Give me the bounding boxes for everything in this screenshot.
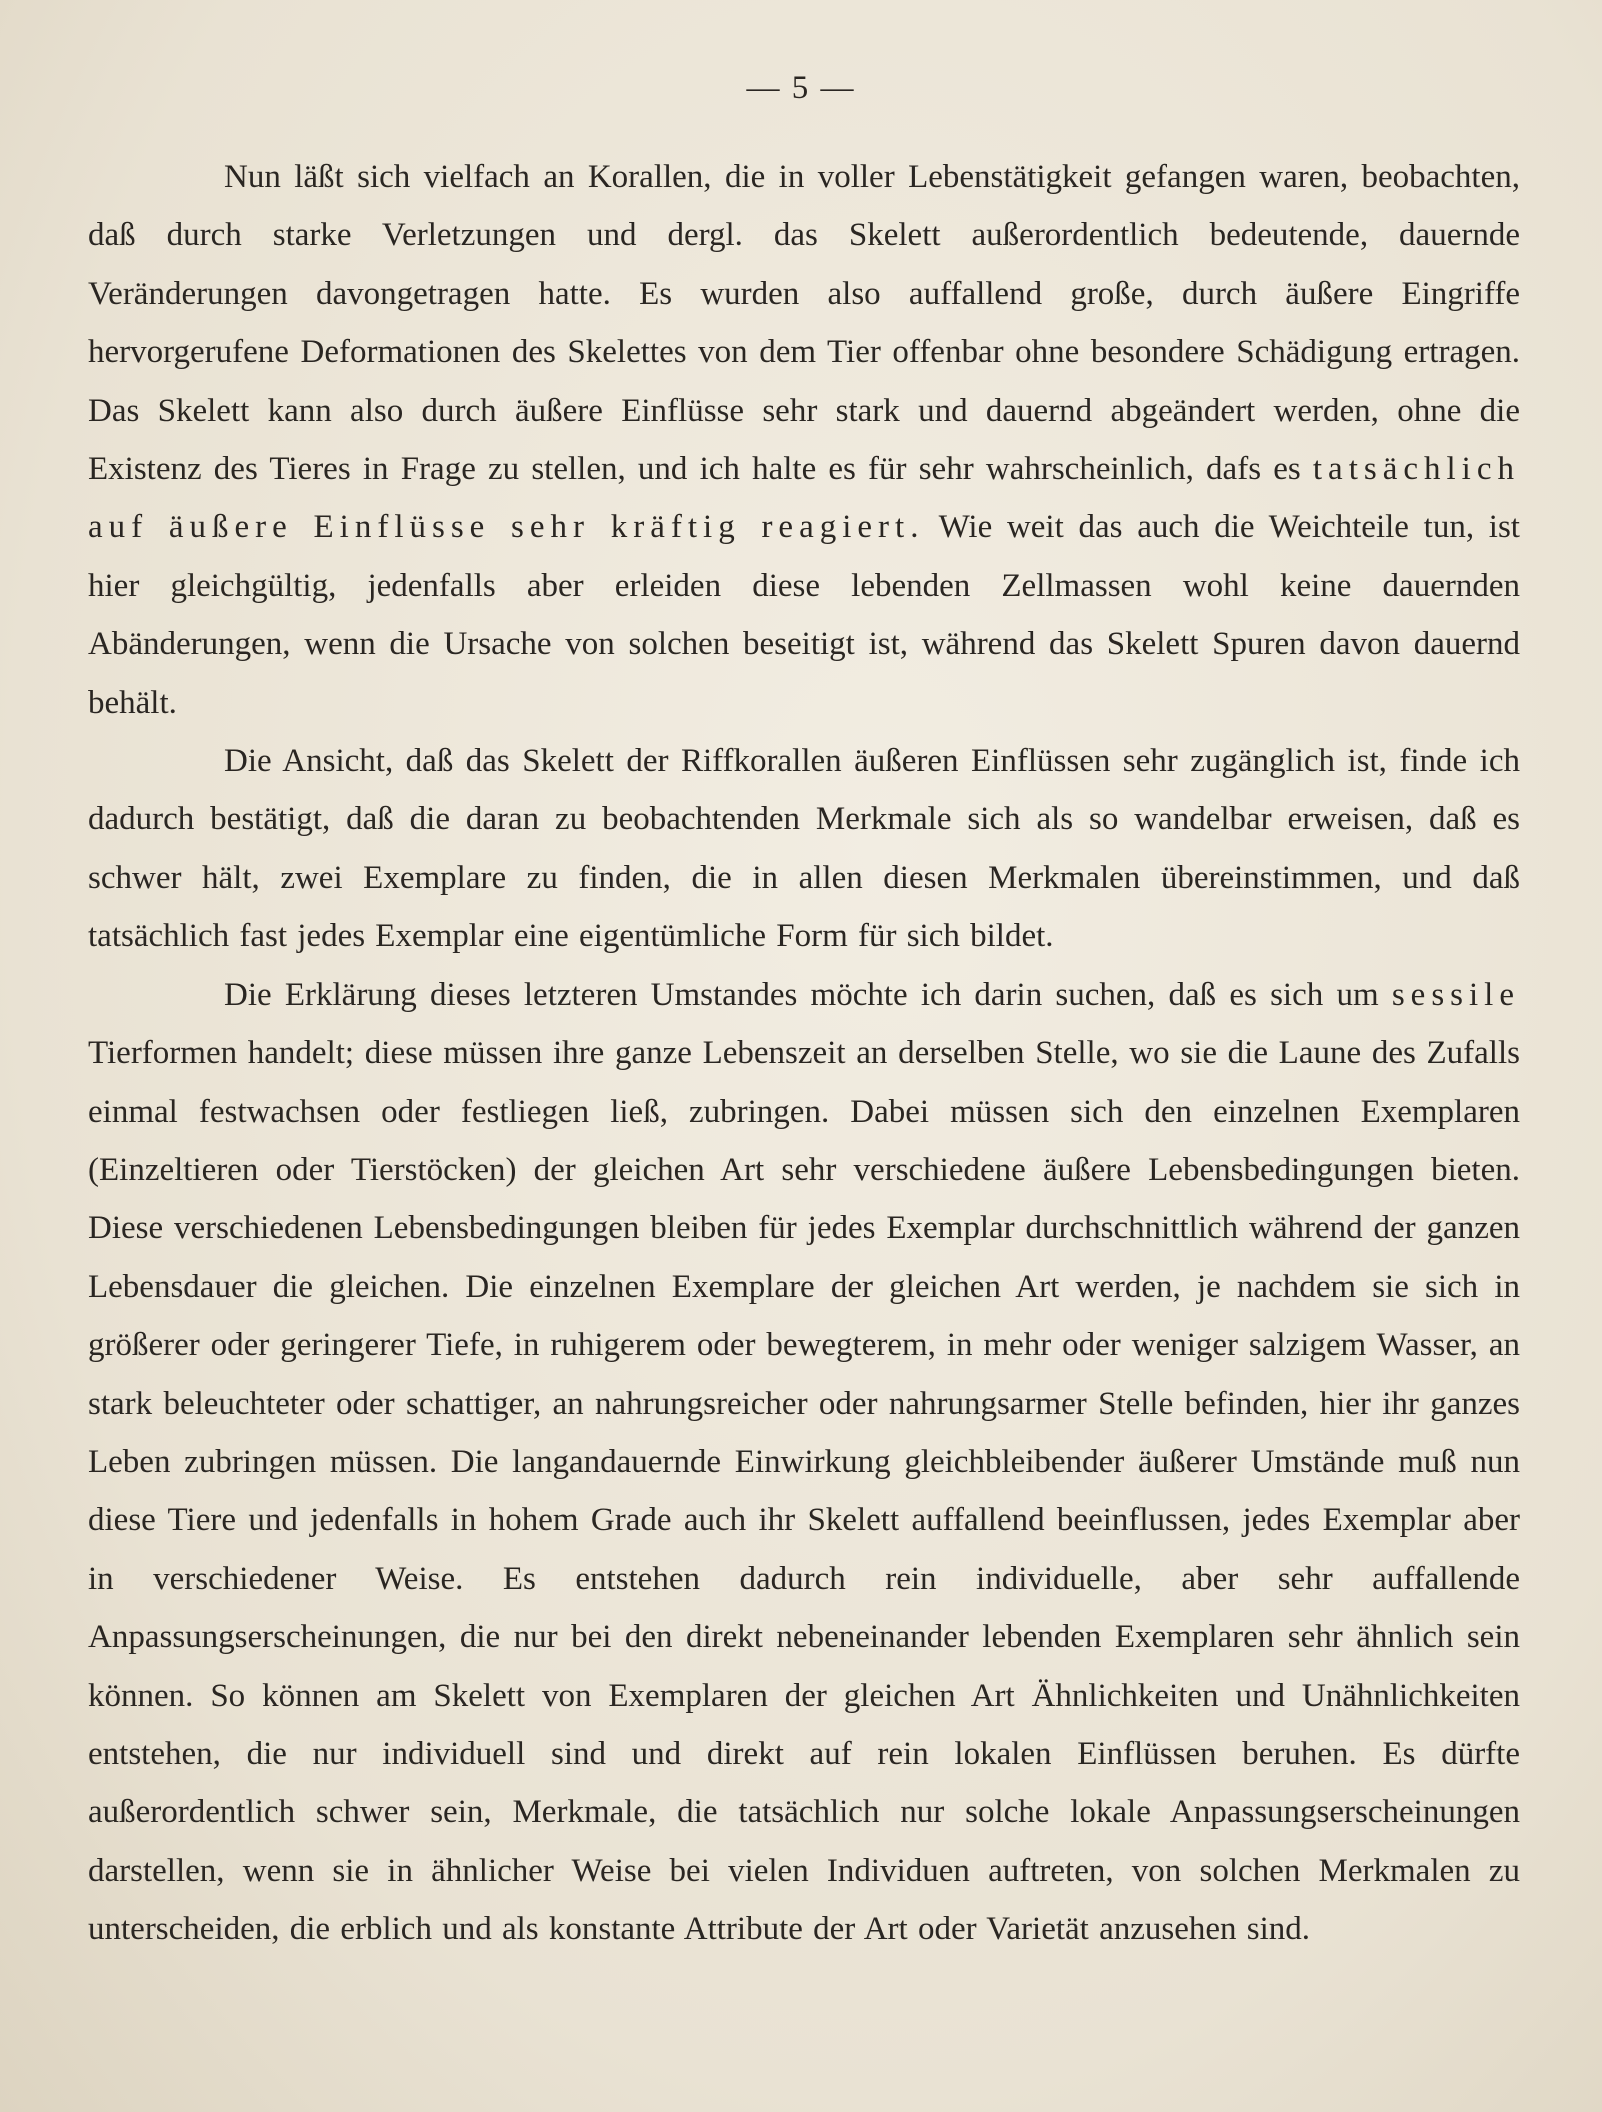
paragraph-3-emphasis: sessile — [1391, 976, 1520, 1013]
paragraph-1-emphasis: tatsächlich auf äußere Einflüsse sehr kräftig reagiert. — [88, 451, 1520, 546]
paragraph-1 — [88, 148, 1520, 732]
paragraph-3 — [88, 966, 1520, 1959]
page-number: — 5 — — [746, 70, 856, 106]
paragraph-3-end: Tierformen handelt; diese müssen ihre ganze Lebenszeit an derselben Stelle, wo sie die Laune des Zufalls einmal festwachsen oder festliegen ließ, zubringen. Dabei müssen sich den einzelnen Exemplaren (Einzeltieren oder Tierstöcken) der gleichen Art sehr verschiedene äußere Lebensbedingungen bieten. Diese verschiedenen Lebensbedingungen bleiben für jedes Exemplar durchschnittlich während der ganzen Lebensdauer die gleichen. Die einzelnen Exemplare der gleichen Art werden, je nachdem sie sich in größerer oder geringerer Tiefe, in ruhigerem oder bewegterem, in mehr oder weniger salzigem Wasser, an stark beleuchteter oder schattiger, an nahrungsreicher oder nahrungsarmer Stelle befinden, hier ihr ganzes Leben zubringen müssen. Die langandauernde Einwirkung gleichbleibender äußerer Umstände muß nun diese Tiere und jedenfalls in hohem Grade auch ihr Skelett auffallend beeinflussen, jedes Exemplar aber in verschiedener Weise. Es entstehen dadurch rein individuelle, aber sehr auffallende Anpassungserscheinungen, die nur bei den direkt nebeneinander lebenden Exemplaren sehr ähnlich sein können. So können am Skelett von Exemplaren der gleichen Art Ähnlichkeiten und Unähnlichkeiten entstehen, die nur individuell sind und direkt auf rein lokalen Einflüssen beruhen. Es dürfte außerordentlich schwer sein, Merkmale, die tatsächlich nur solche lokale Anpassungserscheinungen darstellen, wenn sie in ähnlicher Weise bei vielen Individuen auftreten, von solchen Merkmalen zu unterscheiden, die erblich und als konstante Attribute der Art oder Varietät anzusehen sind. — [88, 1035, 1520, 1948]
paragraph-1-end: Wie weit das auch die Weichteile tun, ist hier gleichgültig, jedenfalls aber erleiden diese lebenden Zellmassen wohl keine dauernden Abänderungen, wenn die Ursache von solchen beseitigt ist, während das Skelett Spuren davon dauernd behält. — [88, 509, 1520, 721]
paragraph-3-start: Die Erklärung dieses letzteren Umstandes möchte ich darin suchen, daß es sich um — [224, 976, 1392, 1013]
body-text — [88, 148, 1520, 1959]
paragraph-1-start: Nun läßt sich vielfach an Korallen, die in voller Lebenstätigkeit gefangen waren, beobachten, daß durch starke Verletzungen und dergl. das Skelett außerordentlich bedeutende, dauernde Veränderungen davongetragen hatte. Es wurden also auffallend große, durch äußere Eingriffe hervorgerufene Deformationen des Skelettes von dem Tier offenbar ohne besondere Schädigung ertragen. Das Skelett kann also durch äußere Einflüsse sehr stark und dauernd abgeändert werden, ohne die Existenz des Tieres in Frage zu stellen, und ich halte es für sehr wahrscheinlich, dafs es — [88, 159, 1520, 488]
paragraph-2: Die Ansicht, daß das Skelett der Riffkorallen äußeren Einflüssen sehr zugänglich ist, finde ich dadurch bestätigt, daß die daran zu beobachtenden Merkmale sich als so wandelbar erweisen, daß es schwer hält, zwei Exemplare zu finden, die in allen diesen Merkmalen übereinstimmen, und daß tatsächlich fast jedes Exemplar eine eigentümliche Form für sich bildet. — [88, 743, 1520, 955]
